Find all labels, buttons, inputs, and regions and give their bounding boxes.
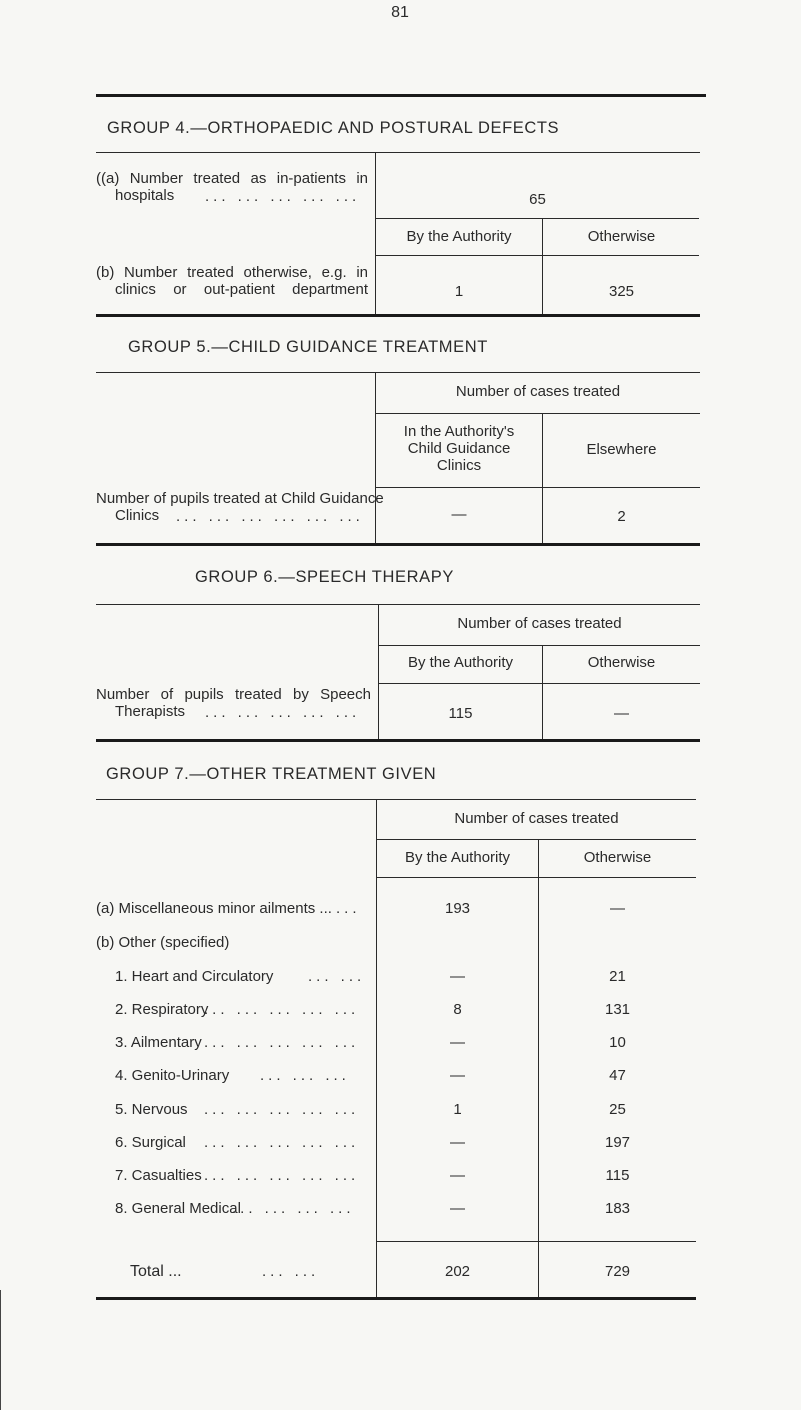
table-row-label: (b) Other (specified) xyxy=(96,934,230,951)
table-row-label: 8. General Medical xyxy=(115,1200,241,1217)
group6-subhead-top xyxy=(379,645,700,646)
group4-row-b-label2: clinics or out-patient department xyxy=(115,281,368,298)
group5-col-authority-3: Clinics xyxy=(436,457,482,474)
group4-row-b-label: (b) Number treated otherwise, e.g. in xyxy=(96,264,368,281)
group6-row-authority: 115 xyxy=(448,705,473,722)
table-row-otherwise: 131 xyxy=(604,1001,631,1018)
table-row-otherwise: 115 xyxy=(605,1167,630,1184)
table-row-authority: 1 xyxy=(453,1101,462,1118)
group7-col-authority: By the Authority xyxy=(404,849,511,866)
table-row-authority: — xyxy=(450,1200,465,1217)
table-row-label: 1. Heart and Circulatory xyxy=(115,968,274,985)
group6-header: Number of cases treated xyxy=(457,615,622,632)
group4-subhead-bottom xyxy=(376,255,699,256)
group5-col-authority-2: Child Guidance xyxy=(407,440,511,457)
group5-row-elsewhere: 2 xyxy=(617,508,626,525)
dot-leader: ... ... ... ... ... xyxy=(205,704,361,721)
group7-total-line xyxy=(377,1241,696,1242)
group7-subhead-bottom xyxy=(377,877,696,878)
table-row-authority: — xyxy=(450,1134,465,1151)
group6-bottom-rule xyxy=(96,739,700,742)
group7-subhead-top xyxy=(377,839,696,840)
dot-leader: ... ... ... xyxy=(260,1067,350,1084)
table-row-otherwise: 10 xyxy=(609,1034,626,1051)
group7-title: GROUP 7.—OTHER TREATMENT GIVEN xyxy=(106,765,437,783)
dot-leader: ... ... ... ... ... ... xyxy=(176,508,364,525)
group6-col-authority: By the Authority xyxy=(407,654,514,671)
table-row-label: 7. Casualties xyxy=(115,1167,202,1184)
dot-leader: ... xyxy=(336,900,361,917)
group5-row-authority: — xyxy=(451,506,467,523)
table-row-authority: — xyxy=(450,1034,465,1051)
dot-leader: ... ... ... ... xyxy=(232,1200,355,1217)
table-row-authority: — xyxy=(450,1067,465,1084)
table-row-otherwise: — xyxy=(610,900,625,917)
table-row-label: 4. Genito-Urinary xyxy=(115,1067,230,1084)
dot-leader: ... ... ... ... ... xyxy=(204,1034,360,1051)
page-number: 81 xyxy=(391,4,409,21)
table-row-label: (a) Miscellaneous minor ailments ... xyxy=(96,900,332,917)
group6-row-label2: Therapists xyxy=(115,703,186,720)
group5-col-authority-1: In the Authority's xyxy=(403,423,515,440)
table-row-otherwise: 183 xyxy=(604,1200,631,1217)
dot-leader: ... ... xyxy=(308,968,366,985)
group4-row-a-label2: hospitals xyxy=(115,187,175,204)
group5-bottom-rule xyxy=(96,543,700,546)
total-label: Total ... xyxy=(130,1263,182,1280)
group7-bottom-rule xyxy=(96,1297,696,1300)
table-row-label: 6. Surgical xyxy=(115,1134,186,1151)
table-row-authority: 193 xyxy=(444,900,471,917)
scan-edge xyxy=(0,1290,1,1410)
group6-row-label: Number of pupils treated by Speech xyxy=(96,686,371,703)
table-row-otherwise: 25 xyxy=(609,1101,626,1118)
group4-subhead-top xyxy=(376,218,699,219)
group4-title: GROUP 4.—ORTHOPAEDIC AND POSTURAL DEFECTS xyxy=(107,119,560,137)
table-row-otherwise: 197 xyxy=(604,1134,631,1151)
group4-row-b-otherwise: 325 xyxy=(608,283,635,300)
table-row-authority: — xyxy=(450,968,465,985)
group6-subhead-bottom xyxy=(379,683,700,684)
group6-row-otherwise: — xyxy=(614,705,629,722)
group4-top-line xyxy=(96,152,700,153)
group7-col-otherwise: Otherwise xyxy=(583,849,652,866)
group4-col-otherwise: Otherwise xyxy=(587,228,656,245)
group5-row-label2: Clinics xyxy=(115,507,160,524)
group5-row-label: Number of pupils treated at Child Guidance xyxy=(96,490,384,507)
group6-top-line xyxy=(96,604,700,605)
table-row-authority: 8 xyxy=(453,1001,462,1018)
group4-row-a-value: 65 xyxy=(529,191,546,208)
total-otherwise: 729 xyxy=(604,1263,631,1280)
dot-leader: ... ... ... ... ... xyxy=(205,188,361,205)
table-row-otherwise: 21 xyxy=(609,968,626,985)
group4-bottom-rule xyxy=(96,314,700,317)
group5-subhead-bottom xyxy=(376,487,700,488)
total-authority: 202 xyxy=(444,1263,471,1280)
group5-top-line xyxy=(96,372,700,373)
group4-row-a-label: ((a) Number treated as in-patients in xyxy=(96,170,368,187)
group6-col-otherwise: Otherwise xyxy=(587,654,656,671)
group4-col-authority: By the Authority xyxy=(406,228,512,245)
group7-top-line xyxy=(96,799,696,800)
group5-subhead-top xyxy=(376,413,700,414)
table-row-authority: — xyxy=(450,1167,465,1184)
dot-leader: ... ... ... ... ... xyxy=(204,1167,360,1184)
group5-col-elsewhere: Elsewhere xyxy=(586,441,657,458)
dot-leader: ... ... xyxy=(262,1263,320,1280)
group6-title: GROUP 6.—SPEECH THERAPY xyxy=(195,568,454,586)
table-row-label: 5. Nervous xyxy=(115,1101,188,1118)
group7-header: Number of cases treated xyxy=(454,810,619,827)
dot-leader: ... ... ... ... ... xyxy=(204,1001,360,1018)
top-rule xyxy=(96,94,706,97)
table-row-label: 2. Respiratory xyxy=(115,1001,209,1018)
dot-leader: ... ... ... ... ... xyxy=(204,1134,360,1151)
group5-title: GROUP 5.—CHILD GUIDANCE TREATMENT xyxy=(128,338,488,356)
table-row-label: 3. Ailmentary xyxy=(115,1034,202,1051)
group4-row-b-authority: 1 xyxy=(454,283,464,300)
group5-header: Number of cases treated xyxy=(455,383,621,400)
dot-leader: ... ... ... ... ... xyxy=(204,1101,360,1118)
table-row-otherwise: 47 xyxy=(609,1067,626,1084)
